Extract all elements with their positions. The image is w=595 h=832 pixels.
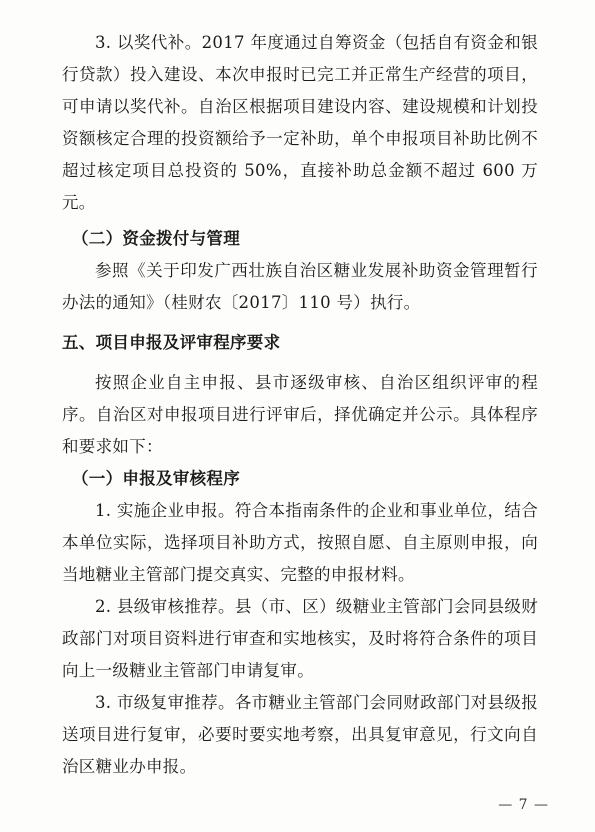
heading-section-five: 五、项目申报及评审程序要求 [62,333,281,352]
paragraph-county-review: 2. 县级审核推荐。县（市、区）级糖业主管部门会同县级财政部门对项目资料进行审查和实地核实，及时将符合条件的项目向上一级糖业主管部门申请复审。 [62,597,538,680]
page-number: — 7 — [498,797,549,813]
paragraph-procedure-intro: 按照企业自主申报、县市逐级审核、自治区组织评审的程序。自治区对申报项目进行评审后，择优确定并公示。具体程序和要求如下： [62,373,538,456]
document-page [62,27,538,783]
paragraph-city-review: 3. 市级复审推荐。各市糖业主管部门会同财政部门对县级报送项目进行复审，必要时要实地考察，出具复审意见，行文向自治区糖业办申报。 [62,693,538,776]
paragraph-enterprise-application: 1. 实施企业申报。符合本指南条件的企业和事业单位，结合本单位实际，选择项目补助方式，按照自愿、自主原则申报，向当地糖业主管部门提交真实、完整的申报材料。 [62,501,538,584]
paragraph-fund-reference: 参照《关于印发广西壮族自治区糖业发展补助资金管理暂行办法的通知》（桂财农〔2017〕110 号）执行。 [62,261,538,312]
heading-application-review: （一）申报及审核程序 [72,469,240,488]
heading-fund-disbursement: （二）资金拨付与管理 [72,229,240,248]
paragraph-award-subsidy: 3. 以奖代补。2017 年度通过自筹资金（包括自有资金和银行贷款）投入建设、本次申报时已完工并正常生产经营的项目，可申请以奖代补。自治区根据项目建设内容、建设规模和计划投资额核定合理的投资额给予一定补助，单个申报项目补助比例不超过核定项目总投资的 50%，直接补助总金额不超过 600 万元。 [62,33,538,212]
